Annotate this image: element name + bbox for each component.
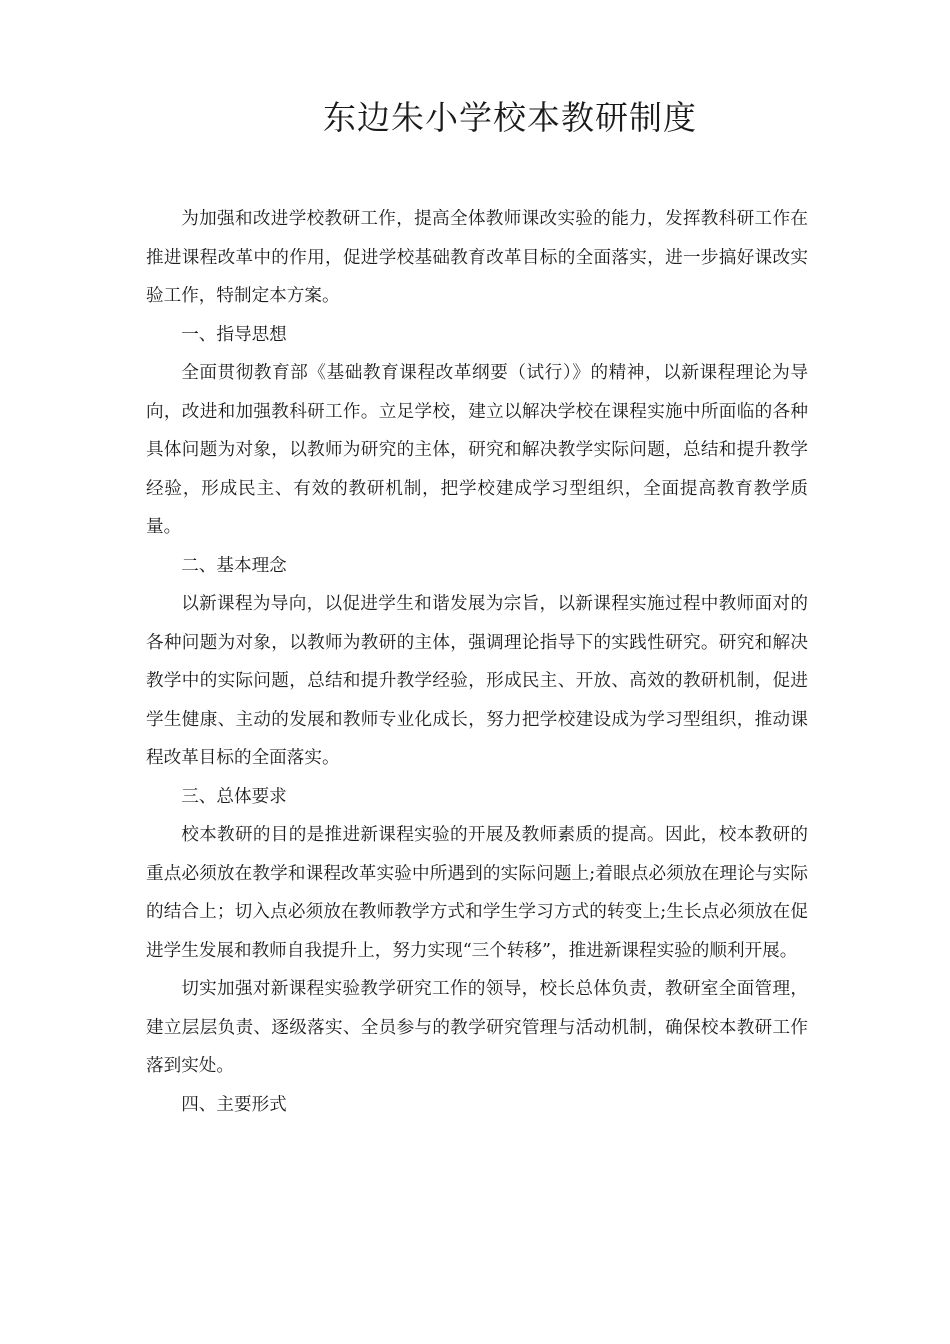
section-paragraph: 以新课程为导向，以促进学生和谐发展为宗旨，以新课程实施过程中教师面对的各种问题为对象，以教师为教研的主体，强调理论指导下的实践性研究。研究和解决教学中的实际问题，总结和提升教学经验，形成民主、开放、高效的教研机制，促进学生健康、主动的发展和教师专业化成长，努力把学校建设成为学习型组织，推动课程改革目标的全面落实。 [146,594,808,768]
section-paragraph: 校本教研的目的是推进新课程实验的开展及教师素质的提高。因此，校本教研的重点必须放在教学和课程改革实验中所遇到的实际问题上;着眼点必须放在理论与实际的结合上；切入点必须放在教师教学方式和学生学习方式的转变上;生长点必须放在促进学生发展和教师自我提升上，努力实现“三个转移”，推进新课程实验的顺利开展。 [146,825,808,961]
intro-paragraph: 为加强和改进学校教研工作，提高全体教师课改实验的能力，发挥教科研工作在推进课程改革中的作用，促进学校基础教育改革目标的全面落实，进一步搞好课改实验工作，特制定本方案。 [146,209,808,306]
section-heading-basic-concept: 二、基本理念 [181,555,287,576]
document-body [146,200,808,1124]
section-paragraph: 切实加强对新课程实验教学研究工作的领导，校长总体负责，教研室全面管理，建立层层负责、逐级落实、全员参与的教学研究管理与活动机制，确保校本教研工作落到实处。 [146,979,808,1076]
section-heading-guiding-thought: 一、指导思想 [181,324,287,345]
section-paragraph: 全面贯彻教育部《基础教育课程改革纲要（试行）》的精神，以新课程理论为导向，改进和加强教科研工作。立足学校，建立以解决学校在课程实施中所面临的各种具体问题为对象，以教师为研究的主体，研究和解决教学实际问题，总结和提升教学经验，形成民主、有效的教研机制，把学校建成学习型组织，全面提高教育教学质量。 [146,363,808,537]
document-title: 东边朱小学校本教研制度 [323,98,697,137]
section-heading-overall-requirements: 三、总体要求 [181,786,287,807]
section-heading-main-forms: 四、主要形式 [181,1094,287,1115]
